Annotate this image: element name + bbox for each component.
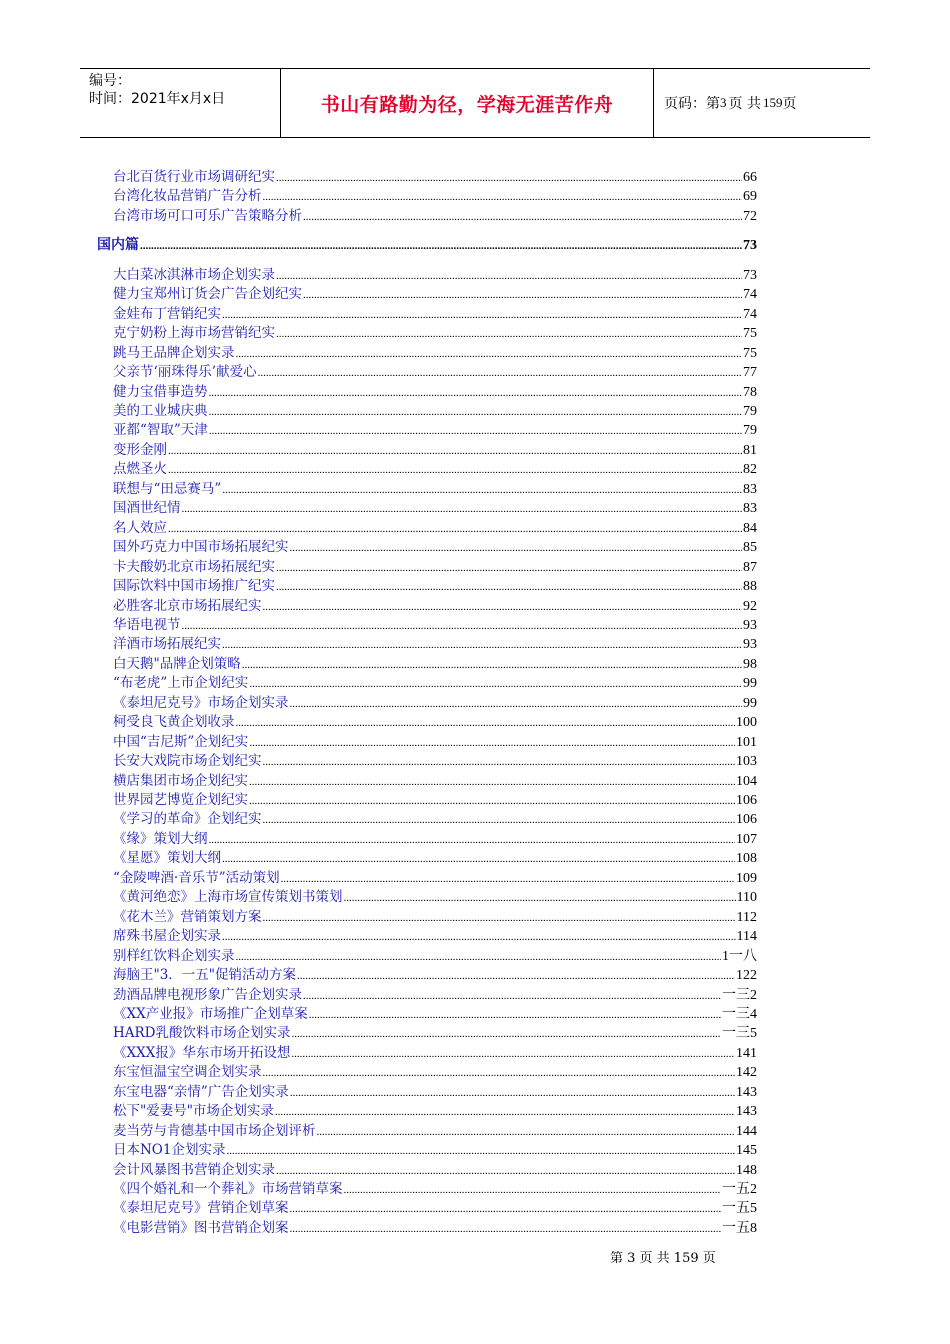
header-motto: 书山有路勤为径，学海无涯苦作舟 — [280, 69, 654, 137]
toc-leader-dots — [303, 208, 742, 227]
toc-entry-title[interactable]: 席殊书屋企划实录 — [113, 928, 221, 945]
toc-leader-dots — [303, 286, 742, 305]
toc-leader-dots — [140, 237, 742, 256]
toc-entry[interactable] — [113, 305, 757, 324]
toc-entry-title[interactable]: 《缘》策划大纲 — [113, 830, 208, 847]
toc-leader-dots — [209, 384, 743, 403]
toc-leader-dots — [290, 1220, 722, 1239]
toc-entry-page: 73 — [743, 267, 757, 283]
toc-leader-dots — [317, 1123, 736, 1142]
toc-entry-title[interactable]: 美的工业城庆典 — [113, 403, 208, 419]
toc-entry-page: 66 — [743, 170, 757, 185]
toc-entry[interactable] — [113, 869, 757, 888]
toc-entry-page: 69 — [743, 189, 757, 205]
toc-leader-dots — [276, 169, 742, 188]
toc-entry-page: 72 — [743, 208, 757, 224]
time-label: 时间：2021年x月x日 — [89, 91, 226, 107]
toc-leader-dots — [263, 1064, 736, 1083]
toc-entry[interactable] — [113, 674, 757, 693]
toc-leader-dots — [236, 714, 736, 733]
toc-entry-page: 107 — [736, 831, 757, 847]
toc-entry-page: 83 — [743, 481, 757, 497]
toc-entry-page: 82 — [743, 462, 757, 478]
page-prefix: 页码：第 — [664, 96, 720, 112]
toc-entry[interactable] — [113, 344, 757, 363]
toc-entry[interactable] — [113, 499, 757, 518]
toc-entry-page: 98 — [743, 656, 757, 672]
toc-leader-dots — [182, 617, 743, 636]
toc-leader-dots — [344, 889, 736, 908]
toc-leader-dots — [222, 306, 742, 325]
toc-entry-title[interactable]: 卡夫酸奶北京市场拓展纪实 — [113, 558, 275, 575]
toc-leader-dots — [249, 773, 735, 792]
toc-entry-title[interactable]: 《学习的革命》企划纪实 — [113, 811, 262, 828]
toc-entry[interactable] — [113, 577, 757, 596]
toc-entry[interactable] — [113, 1044, 757, 1063]
toc-leader-dots — [291, 1045, 735, 1064]
toc-entry[interactable] — [113, 1161, 757, 1180]
toc-entry-title[interactable]: 点燃圣火 — [113, 461, 167, 478]
toc-entry[interactable] — [113, 694, 757, 713]
toc-entry-page: 79 — [743, 423, 757, 439]
toc-leader-dots — [344, 1181, 722, 1200]
toc-entry-title[interactable]: 日本NO1企划实录 — [113, 1142, 226, 1159]
toc-entry-page: 145 — [736, 1143, 757, 1159]
toc-leader-dots — [263, 188, 743, 207]
toc-entry[interactable] — [113, 1024, 757, 1043]
toc-entry[interactable] — [113, 927, 757, 946]
toc-leader-dots — [276, 325, 742, 344]
toc-entry[interactable] — [113, 1199, 757, 1218]
toc-leader-dots — [222, 636, 742, 655]
toc-leader-dots — [276, 1162, 735, 1181]
toc-leader-dots — [309, 1006, 721, 1025]
toc-leader-dots — [275, 1103, 735, 1122]
toc-entry-page: 106 — [736, 793, 757, 808]
toc-entry-title[interactable]: 国内篇 — [97, 237, 139, 254]
toc-entry-title[interactable]: 柯受良飞黄企划收录 — [113, 714, 235, 731]
toc-entry[interactable] — [113, 752, 757, 771]
toc-entry-page: 一五5 — [722, 1201, 757, 1217]
toc-leader-dots — [258, 364, 742, 383]
toc-entry-title[interactable]: 《XXX报》华东市场开拓设想 — [113, 1044, 291, 1061]
toc-entry-page: 77 — [743, 365, 757, 381]
page-current: 3 — [720, 95, 727, 110]
toc-entry-page: 一五8 — [722, 1220, 757, 1236]
toc-entry-page: 75 — [743, 326, 757, 342]
toc-entry[interactable] — [113, 1141, 757, 1160]
toc-entry-title[interactable]: 联想与“田忌赛马” — [113, 480, 222, 497]
toc-entry[interactable] — [113, 421, 757, 440]
toc-entry-title[interactable]: 《XX产业报》市场推广企划草案 — [113, 1005, 308, 1022]
toc-entry-page: 99 — [743, 676, 757, 692]
toc-entry[interactable] — [113, 460, 757, 479]
toc-entry-page: 79 — [743, 404, 757, 419]
toc-entry[interactable] — [113, 558, 757, 577]
toc-entry-page: 144 — [736, 1123, 757, 1139]
toc-leader-dots — [303, 987, 721, 1006]
toc-entry-title[interactable]: 横店集团市场企划纪实 — [113, 772, 248, 789]
toc-entry-page: 一五2 — [722, 1182, 757, 1197]
toc-leader-dots — [168, 442, 742, 461]
toc-entry-title[interactable]: 国外巧克力中国市场拓展纪实 — [113, 539, 289, 556]
toc-section-heading[interactable] — [97, 236, 757, 255]
serial-label: 编号： — [89, 73, 131, 89]
toc-entry-title[interactable]: “布老虎”上市企划纪实 — [113, 675, 249, 692]
toc-entry-page: 104 — [736, 773, 757, 789]
toc-leader-dots — [263, 909, 736, 928]
toc-entry-page: 148 — [736, 1162, 757, 1178]
toc-entry-title[interactable]: 别样红饮料企划实录 — [113, 947, 235, 964]
toc-leader-dots — [249, 734, 735, 753]
toc-entry-title[interactable]: 国际饮料中国市场推广纪实 — [113, 578, 275, 595]
toc-entry-title[interactable]: 必胜客北京市场拓展纪实 — [113, 597, 262, 614]
toc-leader-dots — [226, 1142, 735, 1161]
toc-leader-dots — [168, 461, 742, 480]
toc-entry[interactable] — [113, 635, 757, 654]
toc-entry-title[interactable]: 跳马王品牌企划实录 — [113, 344, 235, 361]
toc-entry-page: 93 — [743, 637, 757, 653]
toc-entry[interactable] — [113, 383, 757, 402]
toc-entry-title[interactable]: 亚都“智取”天津 — [113, 422, 208, 439]
toc-entry-page: 73 — [743, 238, 757, 254]
toc-entry-title[interactable]: 《泰坦尼克号》营销企划草案 — [113, 1200, 289, 1217]
toc-entry-title[interactable]: 金娃布丁营销纪实 — [113, 305, 221, 322]
toc-leader-dots — [249, 792, 735, 811]
toc-entry-page: 88 — [743, 579, 757, 595]
toc-leader-dots — [209, 403, 743, 422]
toc-leader-dots — [276, 267, 742, 286]
toc-entry[interactable] — [113, 1005, 757, 1024]
toc-leader-dots — [242, 656, 742, 675]
toc-entry-page: 78 — [743, 384, 757, 400]
toc-entry-page: 一三2 — [722, 987, 757, 1003]
toc-entry-title[interactable]: 白天鹅"品牌企划策略 — [113, 655, 241, 672]
toc-entry[interactable] — [113, 1083, 757, 1102]
toc-leader-dots — [276, 559, 742, 578]
toc-entry-page: 112 — [736, 909, 757, 925]
toc-entry-title[interactable]: 麦当劳与肯德基中国市场企划评析 — [113, 1122, 316, 1139]
toc-entry-page: 85 — [743, 540, 757, 556]
toc-leader-dots — [290, 539, 743, 558]
toc-entry-page: 106 — [736, 812, 757, 828]
toc-entry-title[interactable]: 会计风暴图书营销企划实录 — [113, 1161, 275, 1178]
toc-entry-page: 一三5 — [722, 1026, 757, 1042]
toc-entry[interactable] — [113, 1063, 757, 1082]
toc-entry[interactable] — [113, 655, 757, 674]
toc-entry-page: 83 — [743, 501, 757, 517]
toc-leader-dots — [249, 675, 742, 694]
toc-entry-page: 143 — [736, 1084, 757, 1100]
toc-leader-dots — [263, 598, 743, 617]
toc-entry-title[interactable]: 大白菜冰淇淋市场企划实录 — [113, 266, 275, 283]
toc-leader-dots — [236, 345, 743, 364]
toc-entry[interactable] — [113, 324, 757, 343]
toc-leader-dots — [290, 695, 743, 714]
toc-entry-title[interactable]: 父亲节‘丽珠得乐’献爱心 — [113, 364, 257, 381]
toc-entry-page: 74 — [743, 287, 757, 303]
toc-entry-page: 一三4 — [722, 1006, 757, 1022]
toc-entry[interactable] — [113, 713, 757, 732]
toc-entry[interactable] — [113, 908, 757, 927]
toc-leader-dots — [222, 481, 742, 500]
toc-entry[interactable] — [113, 772, 757, 791]
toc-entry-title[interactable]: 健力宝郑州订货会广告企划纪实 — [113, 286, 302, 303]
toc-entry-title[interactable]: 劲酒品牌电视形象广告企划实录 — [113, 986, 302, 1003]
toc-entry-page: 99 — [743, 695, 757, 711]
toc-leader-dots — [290, 1084, 735, 1103]
toc-entry-title[interactable]: 《花木兰》营销策划方案 — [113, 908, 262, 925]
header-meta — [80, 69, 280, 137]
toc-leader-dots — [236, 948, 722, 967]
toc-entry[interactable] — [113, 187, 757, 206]
page-suffix: 页 — [782, 96, 797, 112]
toc-entry-title[interactable]: 《星愿》策划大纲 — [113, 850, 221, 867]
toc-leader-dots — [290, 1200, 722, 1219]
toc-entry-page: 81 — [743, 442, 757, 458]
toc-entry-title[interactable]: 变形金刚 — [113, 441, 167, 458]
toc-entry-page: 142 — [736, 1065, 757, 1081]
toc-entry[interactable] — [113, 888, 757, 907]
toc-entry-title[interactable]: 华语电视节 — [113, 616, 181, 633]
toc-entry[interactable] — [113, 168, 757, 187]
toc-entry-title[interactable]: 《泰坦尼克号》市场企划实录 — [113, 694, 289, 711]
toc-entry[interactable] — [113, 1180, 757, 1199]
toc-leader-dots — [222, 850, 735, 869]
toc-entry[interactable] — [113, 791, 757, 810]
toc-leader-dots — [209, 422, 742, 441]
page-mid: 页 共 — [728, 96, 761, 112]
toc-entry[interactable] — [113, 986, 757, 1005]
toc-entry[interactable] — [113, 519, 757, 538]
toc-entry-title[interactable]: 长安大戏院市场企划纪实 — [113, 753, 262, 770]
toc-entry[interactable] — [113, 441, 757, 460]
toc-entry-title[interactable]: 洋酒市场拓展纪实 — [113, 636, 221, 653]
toc-entry-title[interactable]: 中国“吉尼斯”企划纪实 — [113, 733, 249, 750]
toc-entry-page: 114 — [736, 929, 757, 945]
toc-entry[interactable] — [113, 947, 757, 966]
toc-leader-dots — [297, 967, 735, 986]
toc-entry[interactable] — [113, 285, 757, 304]
toc-entry[interactable] — [113, 538, 757, 557]
toc-leader-dots — [292, 1025, 721, 1044]
toc-entry-title[interactable]: 台北百货行业市场调研纪实 — [113, 169, 275, 185]
toc-entry-page: 141 — [736, 1045, 757, 1061]
toc-entry-title[interactable]: HARD乳酸饮料市场企划实录 — [113, 1025, 291, 1042]
toc-entry[interactable] — [113, 1102, 757, 1121]
toc-leader-dots — [276, 578, 742, 597]
toc-leader-dots — [281, 870, 735, 889]
page-total: 159 — [762, 95, 783, 110]
toc-entry[interactable] — [113, 1122, 757, 1141]
toc-entry-title[interactable]: 台湾市场可口可乐广告策略分析 — [113, 207, 302, 224]
toc-entry-page: 110 — [736, 890, 757, 906]
toc-entry[interactable] — [113, 207, 757, 226]
toc-entry[interactable] — [113, 363, 757, 382]
toc-leader-dots — [263, 753, 736, 772]
toc-entry-page: 1一八 — [722, 948, 757, 964]
toc-entry-title[interactable]: “金陵啤酒·音乐节”活动策划 — [113, 869, 280, 886]
toc-entry[interactable] — [113, 480, 757, 499]
toc-entry-page: 75 — [743, 345, 757, 361]
toc-entry-page: 109 — [736, 870, 757, 886]
toc-entry[interactable] — [113, 1219, 757, 1238]
toc-entry-page: 101 — [736, 734, 757, 750]
toc-entry[interactable] — [113, 616, 757, 635]
toc-entry[interactable] — [113, 966, 757, 985]
toc-entry[interactable] — [113, 266, 757, 285]
toc-entry-page: 93 — [743, 617, 757, 633]
toc-leader-dots — [209, 831, 736, 850]
page-header — [80, 68, 870, 138]
toc-entry-title[interactable]: 东宝恒温宝空调企划实录 — [113, 1064, 262, 1081]
toc-entry-page: 122 — [736, 968, 757, 984]
toc-entry[interactable] — [113, 849, 757, 868]
toc-entry[interactable] — [113, 597, 757, 616]
toc-entry-title[interactable]: 东宝电器“亲情”广告企划实录 — [113, 1083, 289, 1100]
toc-entry-title[interactable]: 海脑王"3．一五"促销活动方案 — [113, 967, 297, 984]
toc-leader-dots — [263, 811, 736, 830]
toc-entry-title[interactable]: 台湾化妆品营销广告分析 — [113, 188, 262, 205]
toc-leader-dots — [222, 928, 736, 947]
toc-entry[interactable] — [113, 830, 757, 849]
toc-entry-title[interactable]: 松下"爱妻号"市场企划实录 — [113, 1103, 274, 1120]
toc-entry-title[interactable]: 《黄河绝恋》上海市场宣传策划书策划 — [113, 889, 343, 906]
toc-entry[interactable] — [113, 402, 757, 421]
toc-entry-title[interactable]: 名人效应 — [113, 519, 167, 536]
toc-leader-dots — [182, 500, 743, 519]
toc-entry-page: 108 — [736, 851, 757, 867]
toc-entry-title[interactable]: 世界园艺博览企划纪实 — [113, 792, 248, 808]
toc-entry-page: 103 — [736, 754, 757, 770]
page-footer: 第 3 页 共 159 页 — [610, 1251, 716, 1266]
toc-entry-page: 100 — [736, 715, 757, 731]
toc-entry-page: 92 — [743, 598, 757, 614]
toc-entry-page: 87 — [743, 559, 757, 575]
toc-entry-title[interactable]: 《电影营销》图书营销企划案 — [113, 1219, 289, 1236]
toc-entry-page: 143 — [736, 1104, 757, 1120]
toc-leader-dots — [168, 520, 742, 539]
toc-entry[interactable] — [113, 733, 757, 752]
toc-entry-page: 84 — [743, 520, 757, 536]
toc-entry-page: 74 — [743, 306, 757, 322]
toc-entry-title[interactable]: 健力宝借事造势 — [113, 383, 208, 400]
toc-entry-title[interactable]: 克宁奶粉上海市场营销纪实 — [113, 325, 275, 342]
toc-entry-title[interactable]: 《四个婚礼和一个葬礼》市场营销草案 — [113, 1181, 343, 1197]
header-page-info — [654, 69, 870, 137]
toc-entry[interactable] — [113, 810, 757, 829]
toc-entry-title[interactable]: 国酒世纪情 — [113, 500, 181, 517]
